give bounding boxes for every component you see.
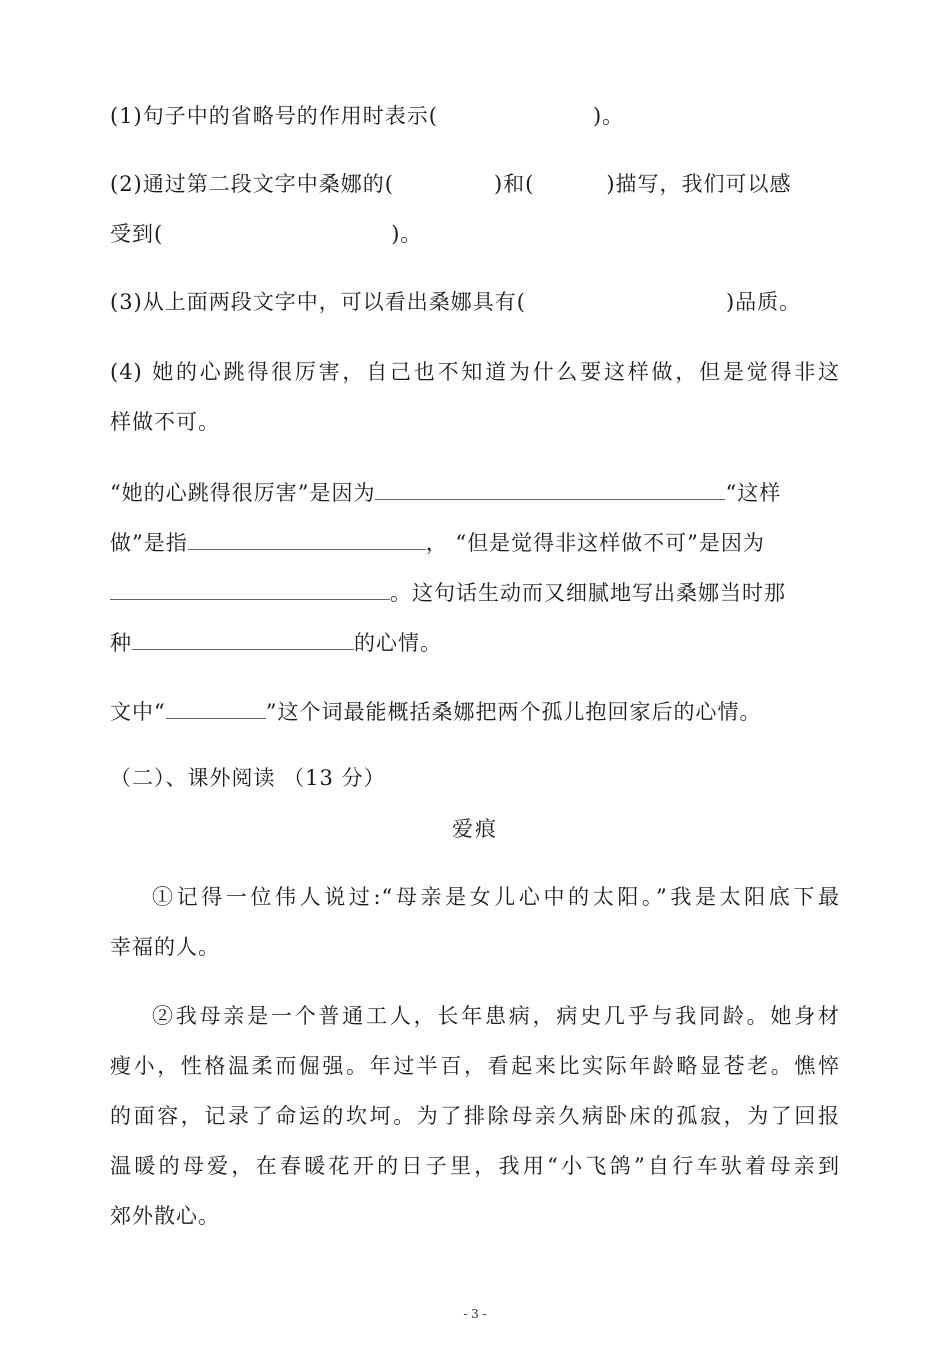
fill-text: 做”是指 [110,531,188,555]
question-3 [110,288,840,316]
paragraph-1-line-2: 幸福的人。 [110,935,220,959]
question-2-end: )。 [391,222,423,246]
question-1-end: )。 [592,104,625,128]
question-3-text: (3)从上面两段文字中，可以看出桑娜具有( [110,290,526,314]
answer-underline [110,577,390,600]
question-2-text: (2)通过第二段文字中桑娜的( [110,172,394,196]
question-4-line-2: 样做不可。 [110,410,220,434]
word-question-text-cont: ”这个词最能概括桑娜把两个孤儿抱回家后的心情。 [265,700,762,724]
section-heading: （二）、课外阅读 （13 分） [110,766,386,790]
fill-text: 的心情。 [354,631,442,655]
fill-text: 种 [110,631,132,655]
question-2-line-2 [110,220,840,248]
answer-underline [132,627,354,650]
paragraph-2-line-4: 温暖的母爱，在春暖花开的日子里，我用“小飞鸽”自行车驮着母亲到 [110,1154,840,1178]
paragraph-2: ②我母亲是一个普通工人，长年患病，病史几乎与我同龄。她身材 [152,1004,840,1028]
word-question [110,696,840,726]
fill-line-2 [110,527,840,557]
answer-underline [188,527,426,550]
fill-text: “她的心跳得很厉害”是因为 [110,481,376,505]
answer-underline [375,477,725,500]
paragraph-2-line-3: 的面容，记录了命运的坎坷。为了排除母亲久病卧床的孤寂，为了回报 [110,1104,840,1128]
fill-line-4 [110,627,840,657]
question-2-conjunction: )和( [493,172,535,196]
fill-text: ， “但是觉得非这样做不可”是因为 [425,531,765,555]
question-2-text-cont: )描写，我们可以感 [606,172,792,196]
word-question-text: 文中“ [110,700,166,724]
paragraph-2-line-5: 郊外散心。 [110,1204,220,1228]
paragraph-2-line-2: 瘦小，性格温柔而倔强。年过半百，看起来比实际年龄略显苍老。憔悴 [110,1054,840,1078]
question-2 [110,170,840,198]
fill-line-3 [110,577,840,607]
question-3-end: )品质。 [725,290,802,314]
page-number: - 3 - [463,1307,487,1321]
question-2-text-line2: 受到( [110,222,164,246]
question-4: (4) 她的心跳得很厉害，自己也不知道为什么要这样做，但是觉得非这 [110,360,840,384]
answer-underline [166,696,266,719]
question-1-text: (1)句子中的省略号的作用时表示( [110,104,438,128]
paragraph-1: ①记得一位伟人说过:“母亲是女儿心中的太阳。”我是太阳底下最 [152,885,840,909]
fill-text: “这样 [725,481,782,505]
fill-text: 。这句话生动而又细腻地写出桑娜当时那 [390,581,786,605]
fill-line-1 [110,477,840,507]
question-1 [110,102,840,130]
passage-title: 爱痕 [452,817,498,841]
